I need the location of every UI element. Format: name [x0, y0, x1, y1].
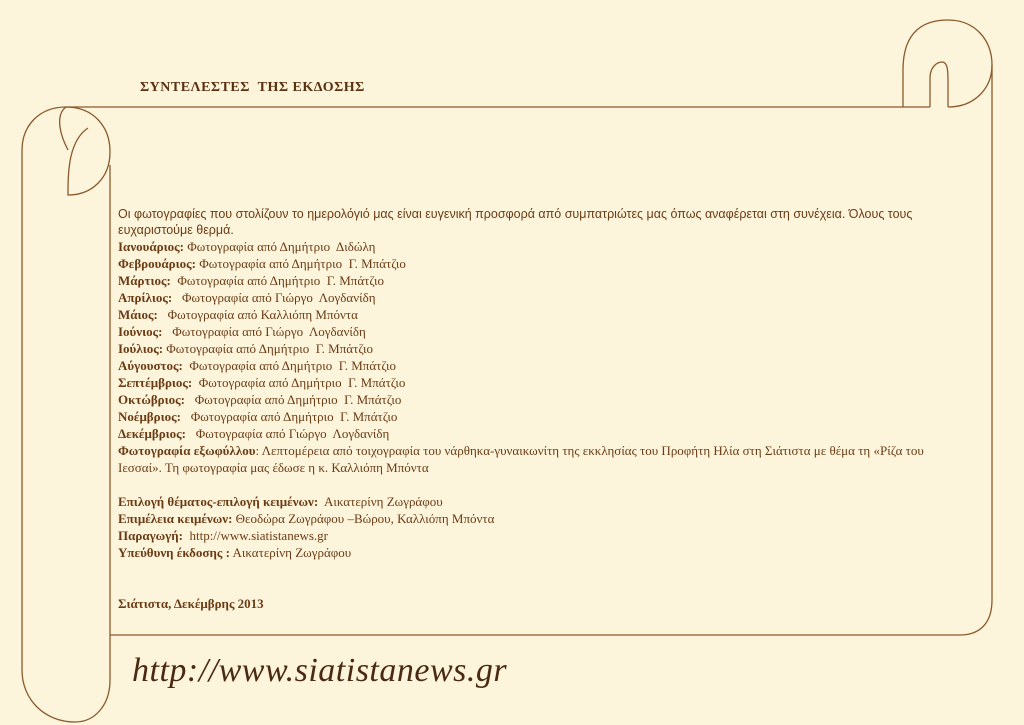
month-credit-text: Φωτογραφία από Δημήτριο Γ. Μπάτζιο: [170, 273, 384, 288]
credit-value: Αικατερίνη Ζωγράφου: [229, 545, 352, 560]
month-credit-december: [118, 425, 948, 442]
spacer: [118, 476, 948, 493]
credit-value: http://www.siatistanews.gr: [182, 528, 328, 543]
credit-publisher: [118, 544, 948, 561]
production-credits: [118, 493, 948, 561]
month-credit-march: [118, 272, 948, 289]
month-label: Ιούλιος:: [118, 341, 164, 356]
intro-paragraph: Οι φωτογραφίες που στολίζουν το ημερολόγιό μας είναι ευγενική προσφορά από συμπατριώτες μας όπως αναφέρεται στη συνέχεια. Όλους τους ευχαριστούμε θερμά.: [118, 207, 913, 237]
month-label: Φεβρουάριος:: [118, 256, 196, 271]
credit-label: Επιμέλεια κειμένων:: [118, 511, 233, 526]
month-label: Ιούνιος:: [118, 324, 163, 339]
cover-label: Φωτογραφία εξωφύλλου: [118, 443, 256, 458]
credit-topic-selection: [118, 493, 948, 510]
credit-label: Παραγωγή:: [118, 528, 183, 543]
credit-value: Αικατερίνη Ζωγράφου: [318, 494, 443, 509]
page-title: ΣΥΝΤΕΛΕΣΤΕΣ ΤΗΣ ΕΚΔΟΣΗΣ: [140, 80, 365, 95]
month-credit-text: Φωτογραφία από Καλλιόπη Μπόντα: [157, 307, 358, 322]
month-credit-november: [118, 408, 948, 425]
month-credit-text: Φωτογραφία από Γιώργο Λογδανίδη: [186, 426, 390, 441]
credit-label: Επιλογή θέματος-επιλογή κειμένων:: [118, 494, 319, 509]
cover-photo-credit: [118, 442, 948, 476]
credit-label: Υπεύθυνη έκδοσης :: [118, 545, 230, 560]
month-label: Δεκέμβριος:: [118, 426, 186, 441]
credit-text-editing: [118, 510, 948, 527]
month-label: Οκτώβριος:: [118, 392, 185, 407]
month-credit-february: [118, 255, 948, 272]
monthly-photo-credits: [118, 238, 948, 442]
month-credit-may: [118, 306, 948, 323]
month-credit-text: Φωτογραφία από Δημήτριο Γ. Μπάτζιο: [182, 358, 396, 373]
spacer: [118, 561, 948, 595]
credit-production: [118, 527, 948, 544]
month-credit-text: Φωτογραφία από Γιώργο Λογδανίδη: [162, 324, 366, 339]
month-label: Αύγουστος:: [118, 358, 183, 373]
month-credit-text: Φωτογραφία από Δημήτριο Γ. Μπάτζιο: [184, 392, 402, 407]
month-credit-text: Φωτογραφία από Δημήτριο Γ. Μπάτζιο: [163, 341, 373, 356]
place-date: Σιάτιστα, Δεκέμβρης 2013: [118, 596, 264, 611]
credits-body: [118, 206, 948, 612]
month-credit-january: [118, 238, 948, 255]
month-label: Σεπτέμβριος:: [118, 375, 193, 390]
month-label: Νοέμβριος:: [118, 409, 181, 424]
month-credit-text: Φωτογραφία από Δημήτριο Διδώλη: [183, 239, 376, 254]
month-label: Ιανουάριος:: [118, 239, 184, 254]
month-credit-september: [118, 374, 948, 391]
month-credit-august: [118, 357, 948, 374]
month-label: Μάιος:: [118, 307, 158, 322]
month-credit-july: [118, 340, 948, 357]
month-label: Μάρτιος:: [118, 273, 171, 288]
month-credit-june: [118, 323, 948, 340]
cover-text: : Λεπτομέρεια από τοιχογραφία του νάρθηκα-γυναικωνίτη της εκκλησίας του Προφήτη Ηλία στη Σιάτιστα με θέμα τη «Ρίζα του Ιεσσαί». Τη φωτογραφία μας έδωσε η κ. Καλλιόπη Μπόντα: [118, 443, 924, 475]
month-credit-text: Φωτογραφία από Γιώργο Λογδανίδη: [172, 290, 376, 305]
month-credit-text: Φωτογραφία από Δημήτριο Γ. Μπάτζιο: [192, 375, 406, 390]
month-credit-text: Φωτογραφία από Δημήτριο Γ. Μπάτζιο: [180, 409, 398, 424]
footer-website-url: http://www.siatistanews.gr: [132, 652, 508, 689]
month-credit-text: Φωτογραφία από Δημήτριο Γ. Μπάτζιο: [195, 256, 406, 271]
month-credit-october: [118, 391, 948, 408]
month-credit-april: [118, 289, 948, 306]
month-label: Απρίλιος:: [118, 290, 173, 305]
credit-value: Θεοδώρα Ζωγράφου –Βώρου, Καλλιόπη Μπόντα: [232, 511, 495, 526]
